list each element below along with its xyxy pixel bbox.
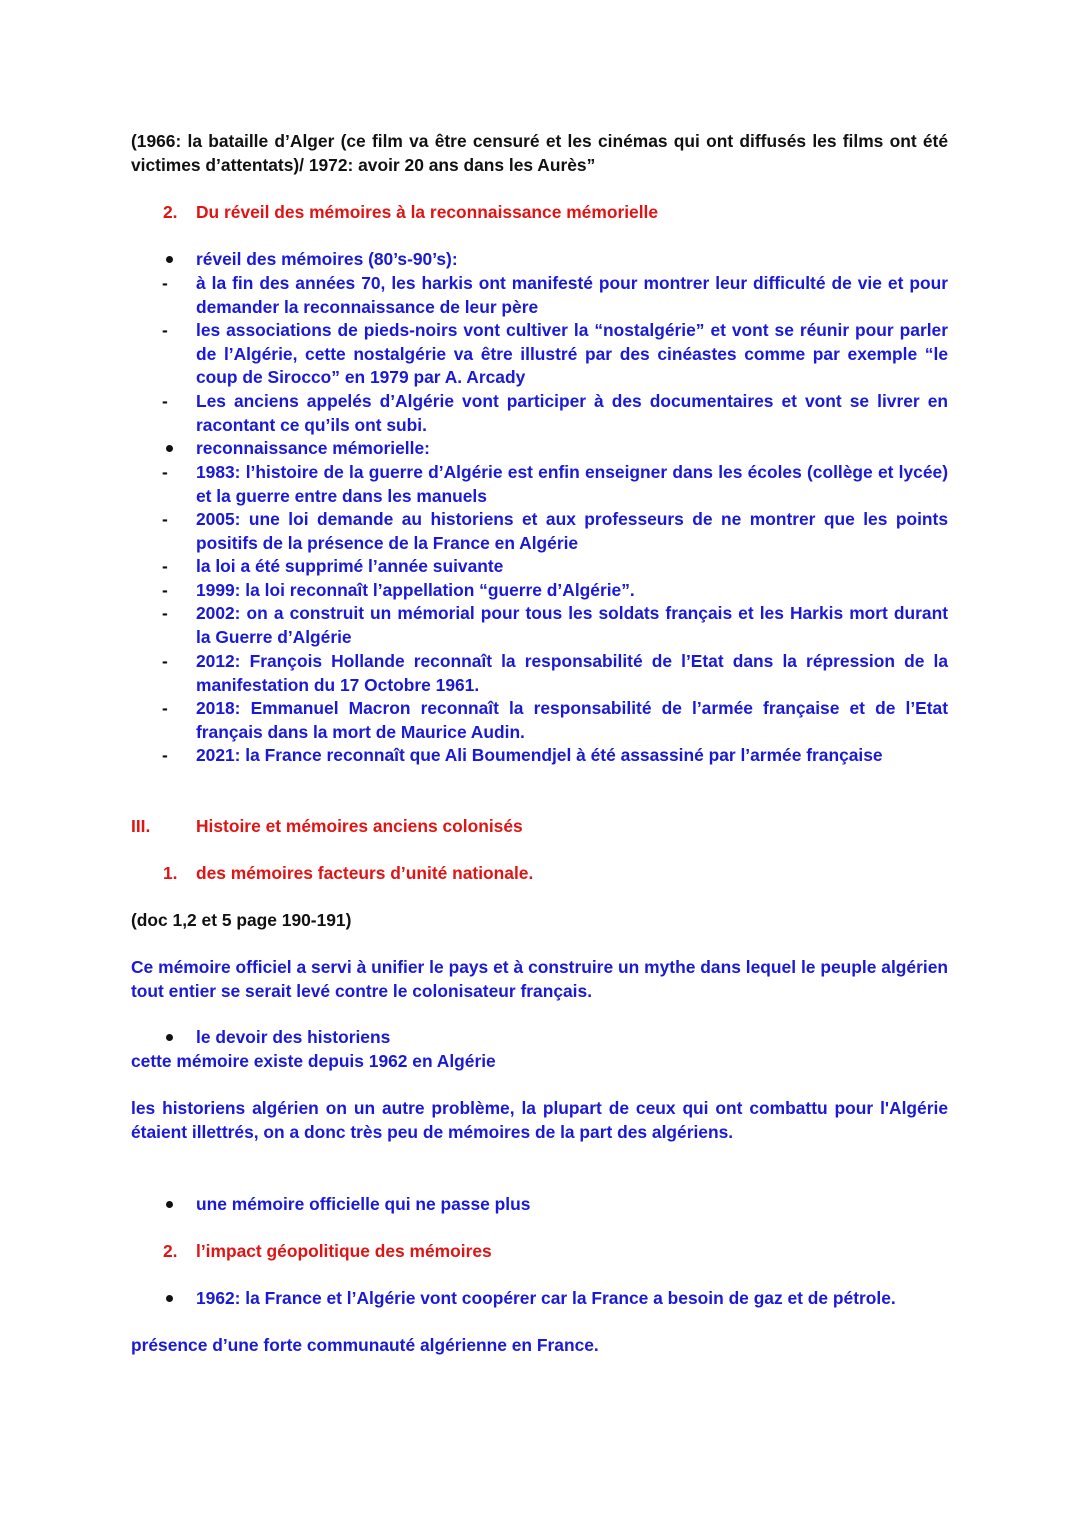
section-2-title: Du réveil des mémoires à la reconnaissance mémorielle — [196, 202, 659, 222]
doc-reference: (doc 1,2 et 5 page 190-191) — [131, 910, 352, 930]
dash-marker: - — [162, 580, 168, 600]
section-3-2-title: l’impact géopolitique des mémoires — [196, 1241, 492, 1261]
reconnaissance-item: 2021: la France reconnaît que Ali Boumendjel à été assassiné par l’armée française — [196, 745, 883, 765]
part-3-number: III. — [131, 816, 151, 836]
section-3-2-number: 2. — [163, 1241, 178, 1261]
line-memoire-1962: cette mémoire existe depuis 1962 en Algérie — [131, 1051, 496, 1071]
bullet-reveil: réveil des mémoires (80’s-90’s): — [196, 249, 458, 269]
line-communaute: présence d’une forte communauté algérienne en France. — [131, 1335, 599, 1355]
reveil-item: à la fin des années 70, les harkis ont manifesté pour montrer leur difficulté de vie et pour demander la reconnaissance de leur père — [196, 273, 948, 317]
dash-marker: - — [162, 462, 168, 482]
bullet-devoir: le devoir des historiens — [196, 1027, 391, 1047]
bullet-dot — [166, 256, 173, 263]
section-3-1-number: 1. — [163, 863, 178, 883]
dash-marker: - — [162, 603, 168, 623]
reconnaissance-item: 2002: on a construit un mémorial pour tous les soldats français et les Harkis mort durant la Guerre d’Algérie — [196, 603, 948, 647]
dash-marker: - — [162, 651, 168, 671]
dash-marker: - — [162, 745, 168, 765]
reconnaissance-item: 2005: une loi demande au historiens et aux professeurs de ne montrer que les points positifs de la présence de la France en Algérie — [196, 509, 948, 553]
dash-marker: - — [162, 320, 168, 340]
bullet-1962: 1962: la France et l’Algérie vont coopérer car la France a besoin de gaz et de pétrole. — [196, 1288, 896, 1308]
paragraph-officiel: Ce mémoire officiel a servi à unifier le pays et à construire un mythe dans lequel le peuple algérien tout entier se serait levé contre le colonisateur français. — [131, 957, 948, 1001]
dash-marker: - — [162, 391, 168, 411]
reconnaissance-item: 2012: François Hollande reconnaît la responsabilité de l’Etat dans la répression de la manifestation du 17 Octobre 1961. — [196, 651, 948, 695]
part-3-title: Histoire et mémoires anciens colonisés — [196, 816, 523, 836]
bullet-dot — [166, 1034, 173, 1041]
section-2-number: 2. — [163, 202, 178, 222]
bullet-dot — [166, 1201, 173, 1208]
reveil-item: les associations de pieds-noirs vont cultiver la “nostalgérie” et vont se réunir pour parler de l’Algérie, cette nostalgérie va être illustré par des cinéastes comme par exemple “le coup de Sirocco” en 1979 par A. Arcady — [196, 320, 948, 388]
reconnaissance-item: 1999: la loi reconnaît l’appellation “guerre d’Algérie”. — [196, 580, 635, 600]
section-3-1-title: des mémoires facteurs d’unité nationale. — [196, 863, 534, 883]
dash-marker: - — [162, 273, 168, 293]
bullet-dot — [166, 445, 173, 452]
bullet-dot — [166, 1295, 173, 1302]
reconnaissance-item: 1983: l’histoire de la guerre d’Algérie est enfin enseigner dans les écoles (collège et lycée) et la guerre entre dans les manuels — [196, 462, 948, 506]
reconnaissance-item: la loi a été supprimé l’année suivante — [196, 556, 504, 576]
bullet-reconnaissance: reconnaissance mémorielle: — [196, 438, 430, 458]
dash-marker: - — [162, 698, 168, 718]
dash-marker: - — [162, 509, 168, 529]
dash-marker: - — [162, 556, 168, 576]
intro-paragraph: (1966: la bataille d’Alger (ce film va être censuré et les cinémas qui ont diffusés les films ont été victimes d’attentats)/ 1972: avoir 20 ans dans les Aurès” — [131, 131, 948, 175]
paragraph-historiens: les historiens algérien on un autre problème, la plupart de ceux qui ont combattu pour l'Algérie étaient illettrés, on a donc très peu de mémoires de la part des algériens. — [131, 1098, 948, 1142]
bullet-officielle: une mémoire officielle qui ne passe plus — [196, 1194, 531, 1214]
reveil-item: Les anciens appelés d’Algérie vont participer à des documentaires et vont se livrer en racontant ce qu’ils ont subi. — [196, 391, 948, 435]
reconnaissance-item: 2018: Emmanuel Macron reconnaît la responsabilité de l’armée française et de l’Etat français dans la mort de Maurice Audin. — [196, 698, 948, 742]
